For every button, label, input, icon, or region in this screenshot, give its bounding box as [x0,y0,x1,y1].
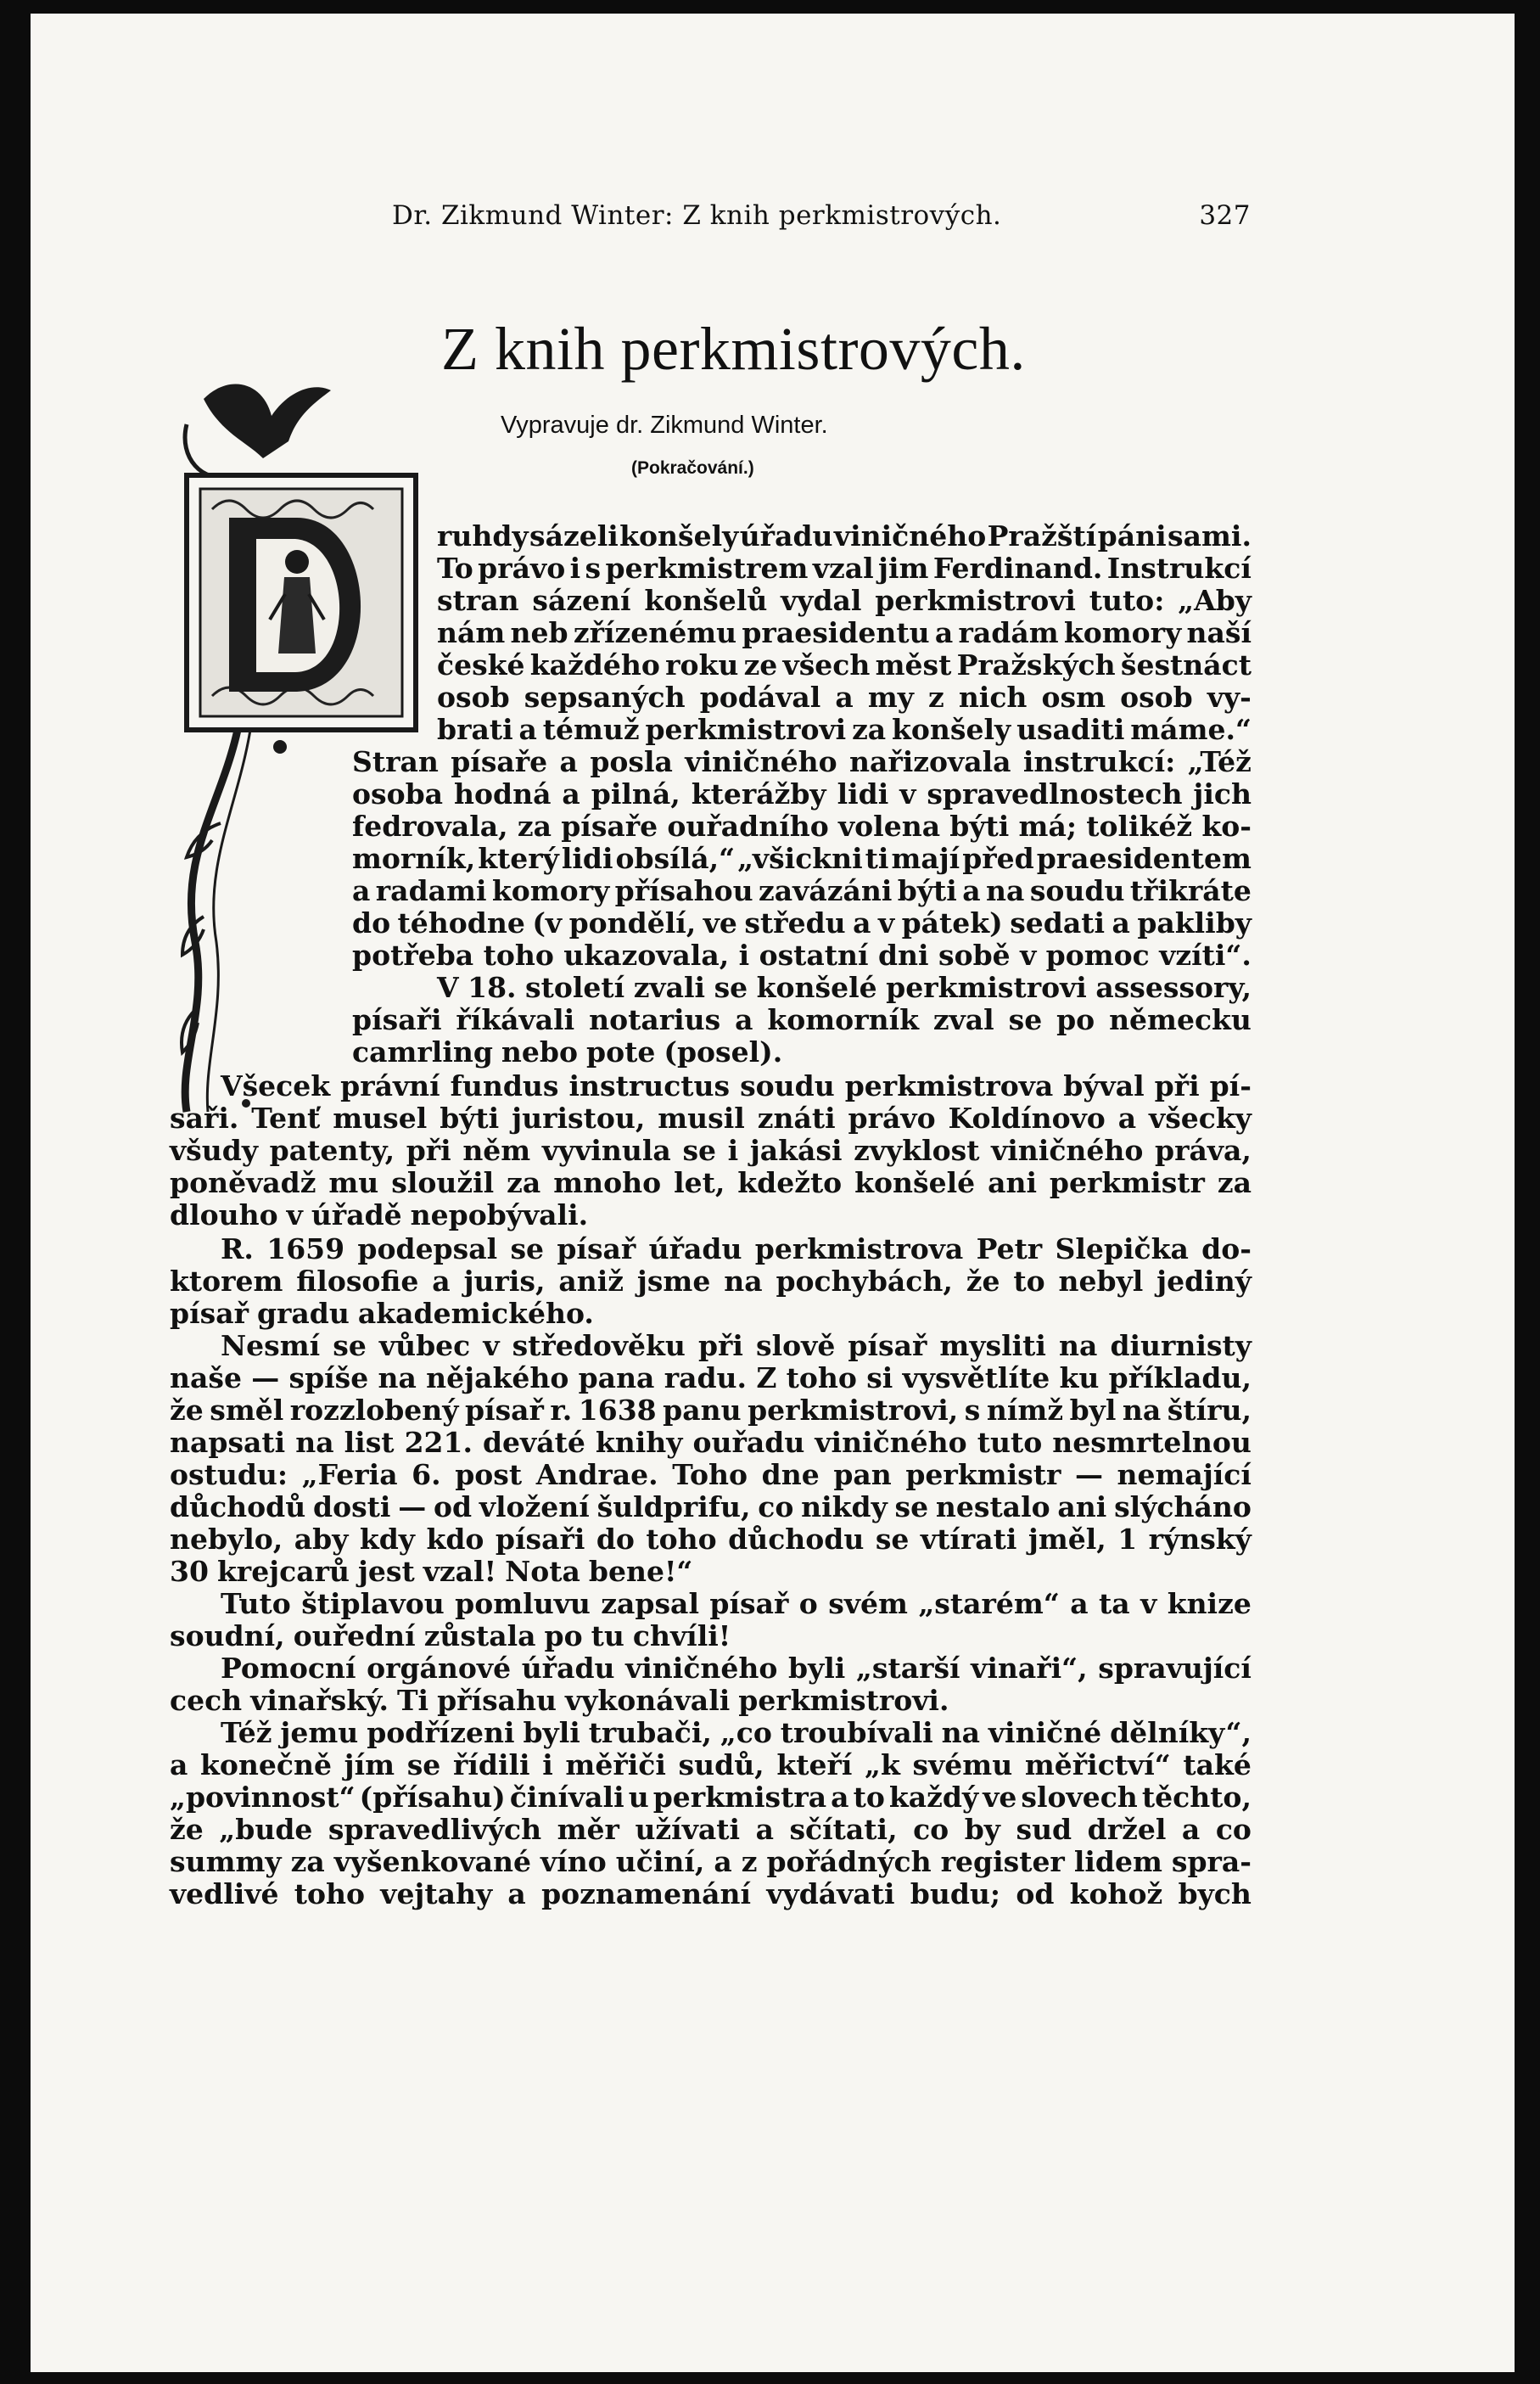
text-line: Nesmí se vůbec v středověku při slově písař mysliti na diurnisty [221,1329,1252,1362]
text-line: napsati na list 221. deváté knihy ouřadu viničného tuto nesmrtelnou [170,1426,1252,1459]
text-line: saři. Tenť musel býti juristou, musil znáti právo Koldínovo a všecky [170,1102,1252,1135]
text-line: a konečně jím se řídili i měřiči sudů, kteří „k svému měřictví“ také [170,1748,1252,1781]
text-line: stran sázení konšelů vydal perkmistrovi tuto: „Aby [437,584,1252,617]
article-title: Z knih perkmistrových. [441,315,1026,383]
text-line: 30 krejcarů jest vzal! Nota bene!“ [170,1555,693,1588]
text-line: R. 1659 podepsal se písař úřadu perkmistrova Petr Slepička do- [221,1232,1252,1265]
text-line: ktorem filosofie a juris, aniž jsme na pochybách, že to nebyl jediný [170,1265,1252,1298]
text-line: české každého roku ze všech měst Pražských šestnáct [437,648,1252,682]
text-line: nám neb zřízenému praesidentu a radám komory naší [437,616,1252,649]
text-line: všudy patenty, při něm vyvinula se i jakási zvyklost viničného práva, [170,1134,1252,1167]
text-line: soudní, ouřední zůstala po tu chvíli! [170,1619,731,1652]
scan-border-top [0,0,1540,14]
text-line: důchodů dosti — od vložení šuldprifu, co nikdy se nestalo ani slýcháno [170,1490,1252,1523]
text-line: ruhdy sázeli konšely úřadu viničného Pražští páni sami. [437,519,1252,553]
text-line: písař gradu akademického. [170,1297,594,1330]
bird-ornament-icon [204,384,331,458]
text-line: vedlivé toho vejtahy a poznamenání vydávati budu; od kohož bych [170,1877,1252,1910]
continuation-note: (Pokračování.) [631,458,754,478]
text-line: summy za vyšenkované víno učiní, a z pořádných register lidem spra- [170,1845,1252,1878]
text-line: cech vinařský. Ti přísahu vykonávali perkmistrovi. [170,1684,949,1717]
article-byline: Vypravuje dr. Zikmund Winter. [501,412,828,439]
running-title: Dr. Zikmund Winter: Z knih perkmistrových. [392,200,1002,231]
scan-border-left [0,0,31,2384]
text-line: Tuto štiplavou pomluvu zapsal písař o svém „starém“ a ta v knize [221,1587,1252,1620]
text-line: a radami komory přísahou zavázáni býti a na soudu třikráte [352,874,1252,907]
text-line: Pomocní orgánové úřadu viničného byli „starší vinaři“, spravující [221,1652,1252,1685]
scan-border-right [1515,0,1540,2384]
text-line: camrling nebo pote (posel). [352,1035,783,1069]
text-line: To právo i s perkmistrem vzal jim Ferdinand. Instrukcí [437,552,1252,585]
scan-border-bottom [0,2372,1540,2384]
text-line: ostudu: „Feria 6. post Andrae. Toho dne pan perkmistr — nemající [170,1458,1252,1491]
text-line: Též jemu podřízeni byli trubači, „co troubívali na viničné dělníky“, [221,1716,1252,1749]
text-line: že směl rozzlobený písař r. 1638 panu perkmistrovi, s nímž byl na štíru, [170,1394,1252,1427]
text-line: že „bude spravedlivých měr užívati a sčítati, co by sud držel a co [170,1813,1252,1846]
text-line: do téhodne (v pondělí, ve středu a v pátek) sedati a pakliby [352,906,1252,940]
text-line: naše — spíše na nějakého pana radu. Z toho si vysvětlíte ku příkladu, [170,1361,1252,1394]
text-line: poněvadž mu sloužil za mnoho let, kdežto konšelé ani perkmistr za [170,1166,1252,1199]
text-line: nebylo, aby kdy kdo písaři do toho důchodu se vtírati jměl, 1 rýnský [170,1523,1252,1556]
text-line: morník, který lidi obsílá,“ „všickni ti mají před praesidentem [352,842,1252,875]
text-line: Všecek právní fundus instructus soudu perkmistrova býval při pí- [221,1069,1252,1102]
text-line: V 18. století zvali se konšelé perkmistrovi assessory, [437,971,1252,1004]
text-line: písaři říkávali notarius a komorník zval se po německu [352,1003,1252,1036]
text-line: potřeba toho ukazovala, i ostatní dni sobě v pomoc vzíti“. [352,939,1252,972]
page-number: 327 [1199,200,1251,231]
text-line: dlouho v úřadě nepobývali. [170,1198,589,1231]
text-line: fedrovala, za písaře ouřadního volena býti má; tolikéž ko- [352,810,1252,843]
text-line: „povinnost“ (přísahu) činívali u perkmistra a to každý ve slovech těchto, [170,1781,1252,1814]
text-line: brati a témuž perkmistrovi za konšely usaditi máme.“ [437,713,1252,746]
text-line: Stran písaře a posla viničného nařizovala instrukcí: „Též [352,745,1252,778]
text-line: osob sepsaných podával a my z nich osm osob vy- [437,681,1252,714]
text-line: osoba hodná a pilná, kterážby lidi v spravedlnostech jich [352,777,1252,811]
